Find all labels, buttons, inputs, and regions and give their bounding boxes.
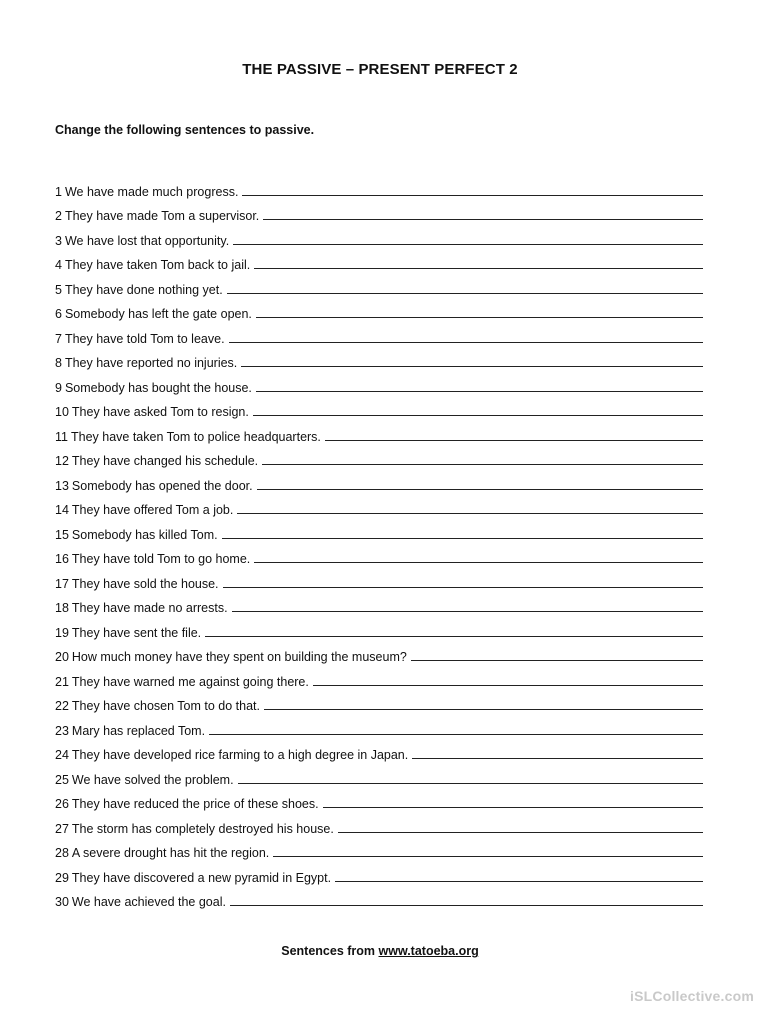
answer-line[interactable]: [254, 268, 703, 269]
item-sentence: They have made no arrests.: [71, 601, 228, 615]
exercise-item: [55, 615, 703, 640]
answer-line[interactable]: [241, 366, 703, 367]
answer-line[interactable]: [254, 562, 703, 563]
item-number: 22: [55, 699, 69, 713]
item-sentence: They have warned me against going there.: [71, 674, 309, 689]
item-number: 15: [55, 527, 69, 542]
answer-line[interactable]: [338, 832, 703, 833]
exercise-item: [55, 640, 703, 665]
exercise-item: [55, 836, 703, 861]
answer-line[interactable]: [263, 219, 703, 220]
exercise-item: [55, 346, 703, 371]
item-number: 13: [55, 478, 69, 493]
exercise-item: [55, 713, 703, 738]
answer-line[interactable]: [411, 660, 703, 661]
item-sentence: They have changed his schedule.: [71, 454, 259, 468]
answer-line[interactable]: [229, 342, 703, 343]
answer-line[interactable]: [233, 244, 703, 245]
item-sentence: They have told Tom to leave.: [64, 331, 225, 346]
answer-line[interactable]: [223, 587, 703, 588]
exercise-item: [55, 272, 703, 297]
exercise-item: [55, 689, 703, 714]
answer-line[interactable]: [238, 783, 703, 784]
answer-line[interactable]: [313, 685, 703, 686]
item-sentence: We have solved the problem.: [71, 772, 234, 787]
answer-line[interactable]: [230, 905, 703, 906]
exercise-item: [55, 444, 703, 469]
item-number: 16: [55, 552, 69, 566]
item-number: 8: [55, 356, 62, 370]
exercise-item: [55, 566, 703, 591]
exercise-item: [55, 248, 703, 273]
exercise-item: [55, 738, 703, 763]
item-sentence: Somebody has opened the door.: [71, 478, 253, 493]
item-sentence: We have made much progress.: [64, 184, 239, 199]
exercise-item: [55, 370, 703, 395]
item-number: 9: [55, 380, 62, 395]
item-sentence: The storm has completely destroyed his house.: [71, 821, 334, 836]
item-sentence: They have developed rice farming to a high degree in Japan.: [71, 748, 409, 762]
exercise-item: [55, 297, 703, 322]
exercise-list: [55, 174, 703, 909]
item-number: 25: [55, 772, 69, 787]
item-sentence: They have reported no injuries.: [64, 356, 238, 370]
item-sentence: We have achieved the goal.: [71, 895, 226, 909]
item-sentence: They have offered Tom a job.: [71, 503, 234, 517]
exercise-item: [55, 860, 703, 885]
exercise-item: [55, 517, 703, 542]
page-title: THE PASSIVE – PRESENT PERFECT 2: [242, 61, 518, 78]
answer-line[interactable]: [227, 293, 703, 294]
exercise-item: [55, 493, 703, 518]
source-link[interactable]: www.tatoeba.org: [378, 944, 479, 958]
answer-line[interactable]: [253, 415, 703, 416]
exercise-item: [55, 468, 703, 493]
item-sentence: They have discovered a new pyramid in Egypt.: [71, 870, 332, 885]
item-number: 14: [55, 503, 69, 517]
footer-prefix: Sentences from: [281, 944, 379, 958]
answer-line[interactable]: [209, 734, 703, 735]
item-sentence: They have chosen Tom to do that.: [71, 699, 260, 713]
exercise-item: [55, 419, 703, 444]
exercise-item: [55, 591, 703, 616]
answer-line[interactable]: [262, 464, 703, 465]
exercise-item: [55, 664, 703, 689]
answer-line[interactable]: [257, 489, 703, 490]
exercise-item: [55, 199, 703, 224]
item-number: 10: [55, 405, 69, 419]
item-sentence: They have asked Tom to resign.: [71, 405, 249, 419]
exercise-item: [55, 787, 703, 812]
item-sentence: Mary has replaced Tom.: [71, 723, 206, 738]
item-number: 1: [55, 184, 62, 199]
item-sentence: They have made Tom a supervisor.: [64, 209, 260, 223]
exercise-item: [55, 174, 703, 199]
answer-line[interactable]: [325, 440, 703, 441]
item-number: 7: [55, 331, 62, 346]
item-sentence: Somebody has killed Tom.: [71, 527, 218, 542]
answer-line[interactable]: [412, 758, 703, 759]
item-number: 23: [55, 723, 69, 738]
answer-line[interactable]: [273, 856, 703, 857]
item-number: 26: [55, 797, 69, 811]
item-sentence: Somebody has left the gate open.: [64, 307, 252, 321]
answer-line[interactable]: [323, 807, 703, 808]
item-number: 18: [55, 601, 69, 615]
item-number: 29: [55, 870, 69, 885]
item-sentence: They have told Tom to go home.: [71, 552, 251, 566]
item-number: 5: [55, 282, 62, 297]
answer-line[interactable]: [205, 636, 703, 637]
exercise-item: [55, 321, 703, 346]
exercise-item: [55, 885, 703, 910]
watermark-logo: iSLCollective.com: [630, 988, 754, 1004]
answer-line[interactable]: [256, 317, 703, 318]
item-sentence: They have reduced the price of these shoes.: [71, 797, 319, 811]
instructions: Change the following sentences to passive.: [55, 123, 315, 137]
item-number: 21: [55, 674, 69, 689]
exercise-item: [55, 223, 703, 248]
answer-line[interactable]: [237, 513, 703, 514]
exercise-item: [55, 395, 703, 420]
exercise-item: [55, 542, 703, 567]
item-sentence: They have sold the house.: [71, 576, 219, 591]
item-number: 17: [55, 576, 69, 591]
item-sentence: They have sent the file.: [71, 625, 202, 640]
footer: [0, 944, 760, 958]
item-sentence: They have done nothing yet.: [64, 282, 223, 297]
item-sentence: A severe drought has hit the region.: [71, 846, 270, 860]
item-number: 12: [55, 454, 69, 468]
item-number: 4: [55, 258, 62, 272]
answer-line[interactable]: [256, 391, 703, 392]
item-number: 6: [55, 307, 62, 321]
answer-line[interactable]: [242, 195, 703, 196]
item-number: 11: [55, 429, 68, 444]
item-number: 20: [55, 650, 69, 664]
item-number: 19: [55, 625, 69, 640]
answer-line[interactable]: [232, 611, 703, 612]
item-number: 3: [55, 233, 62, 248]
item-number: 2: [55, 209, 62, 223]
item-sentence: How much money have they spent on building the museum?: [71, 650, 407, 664]
item-sentence: Somebody has bought the house.: [64, 380, 252, 395]
answer-line[interactable]: [335, 881, 703, 882]
item-sentence: They have taken Tom back to jail.: [64, 258, 251, 272]
exercise-item: [55, 762, 703, 787]
item-number: 27: [55, 821, 69, 836]
item-number: 28: [55, 846, 69, 860]
item-sentence: We have lost that opportunity.: [64, 233, 230, 248]
answer-line[interactable]: [264, 709, 703, 710]
item-number: 30: [55, 895, 69, 909]
answer-line[interactable]: [222, 538, 703, 539]
exercise-item: [55, 811, 703, 836]
item-number: 24: [55, 748, 69, 762]
item-sentence: They have taken Tom to police headquarters.: [70, 429, 321, 444]
